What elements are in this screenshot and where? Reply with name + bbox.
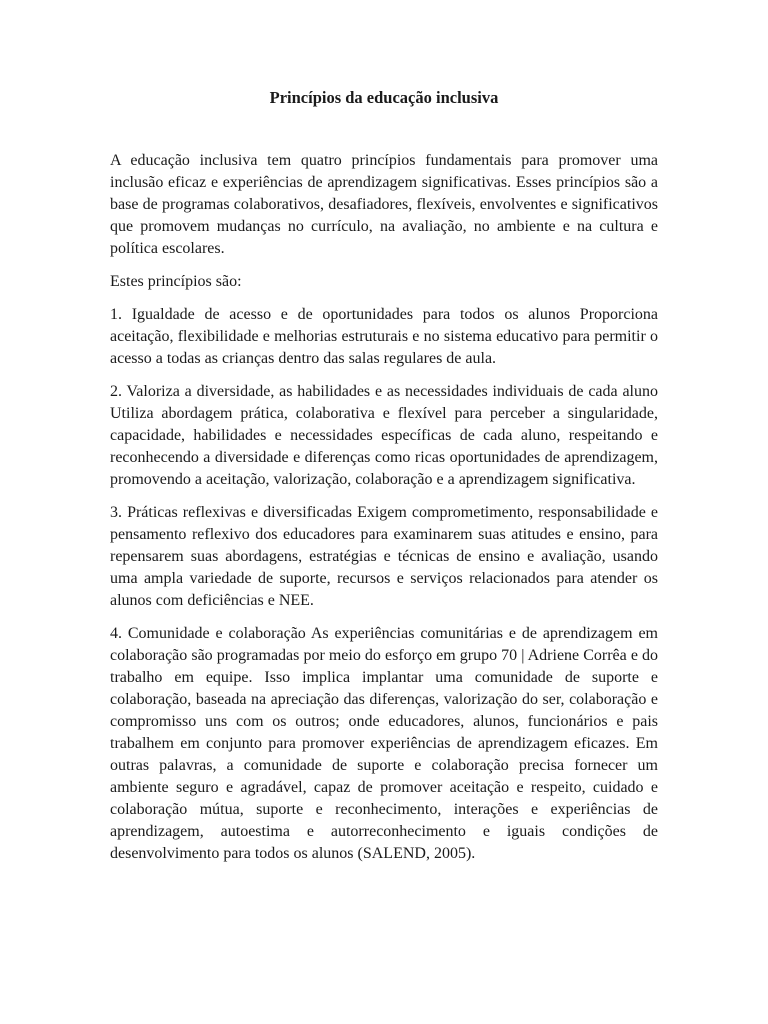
document-title: Princípios da educação inclusiva — [269, 88, 499, 107]
document-body — [110, 150, 658, 876]
principle-2-paragraph: 2. Valoriza a diversidade, as habilidades e as necessidades individuais de cada aluno Utiliza abordagem prática, colaborativa e flexível para perceber a singularidade, capacidade, habilidades e necessidades específicas de cada aluno, respeitando e reconhecendo a diversidade e diferenças como ricas oportunidades de aprendizagem, promovendo a aceitação, valorização, colaboração e a aprendizagem significativa. — [110, 383, 658, 488]
principle-3-paragraph: 3. Práticas reflexivas e diversificadas Exigem comprometimento, responsabilidade e pensamento reflexivo dos educadores para examinarem suas atitudes e ensino, para repensarem suas abordagens, estratégias e técnicas de ensino e avaliação, usando uma ampla variedade de suporte, recursos e serviços relacionados para atender os alunos com deficiências e NEE. — [110, 504, 658, 609]
principle-1-paragraph: 1. Igualdade de acesso e de oportunidades para todos os alunos Proporciona aceitação, flexibilidade e melhorias estruturais e no sistema educativo para permitir o acesso a todas as crianças dentro das salas regulares de aula. — [110, 306, 658, 367]
principle-4-paragraph: 4. Comunidade e colaboração As experiências comunitárias e de aprendizagem em colaboração são programadas por meio do esforço em grupo 70 | Adriene Corrêa e do trabalho em equipe. Isso implica implantar uma comunidade de suporte e colaboração, baseada na apreciação das diferenças, valorização do ser, colaboração e compromisso uns com os outros; onde educadores, alunos, funcionários e pais trabalhem em conjunto para promover experiências de aprendizagem eficazes. Em outras palavras, a comunidade de suporte e colaboração precisa fornecer um ambiente seguro e agradável, capaz de promover aceitação e respeito, cuidado e colaboração mútua, suporte e reconhecimento, interações e experiências de aprendizagem, autoestima e autorreconhecimento e iguais condições de desenvolvimento para todos os alunos (SALEND, 2005). — [110, 625, 658, 862]
intro-paragraph: A educação inclusiva tem quatro princípios fundamentais para promover uma inclusão eficaz e experiências de aprendizagem significativas. Esses princípios são a base de programas colaborativos, desafiadores, flexíveis, envolventes e significativos que promovem mudanças no currículo, na avaliação, no ambiente e na cultura e política escolares. — [110, 152, 658, 257]
principles-lead-in: Estes princípios são: — [110, 273, 242, 290]
